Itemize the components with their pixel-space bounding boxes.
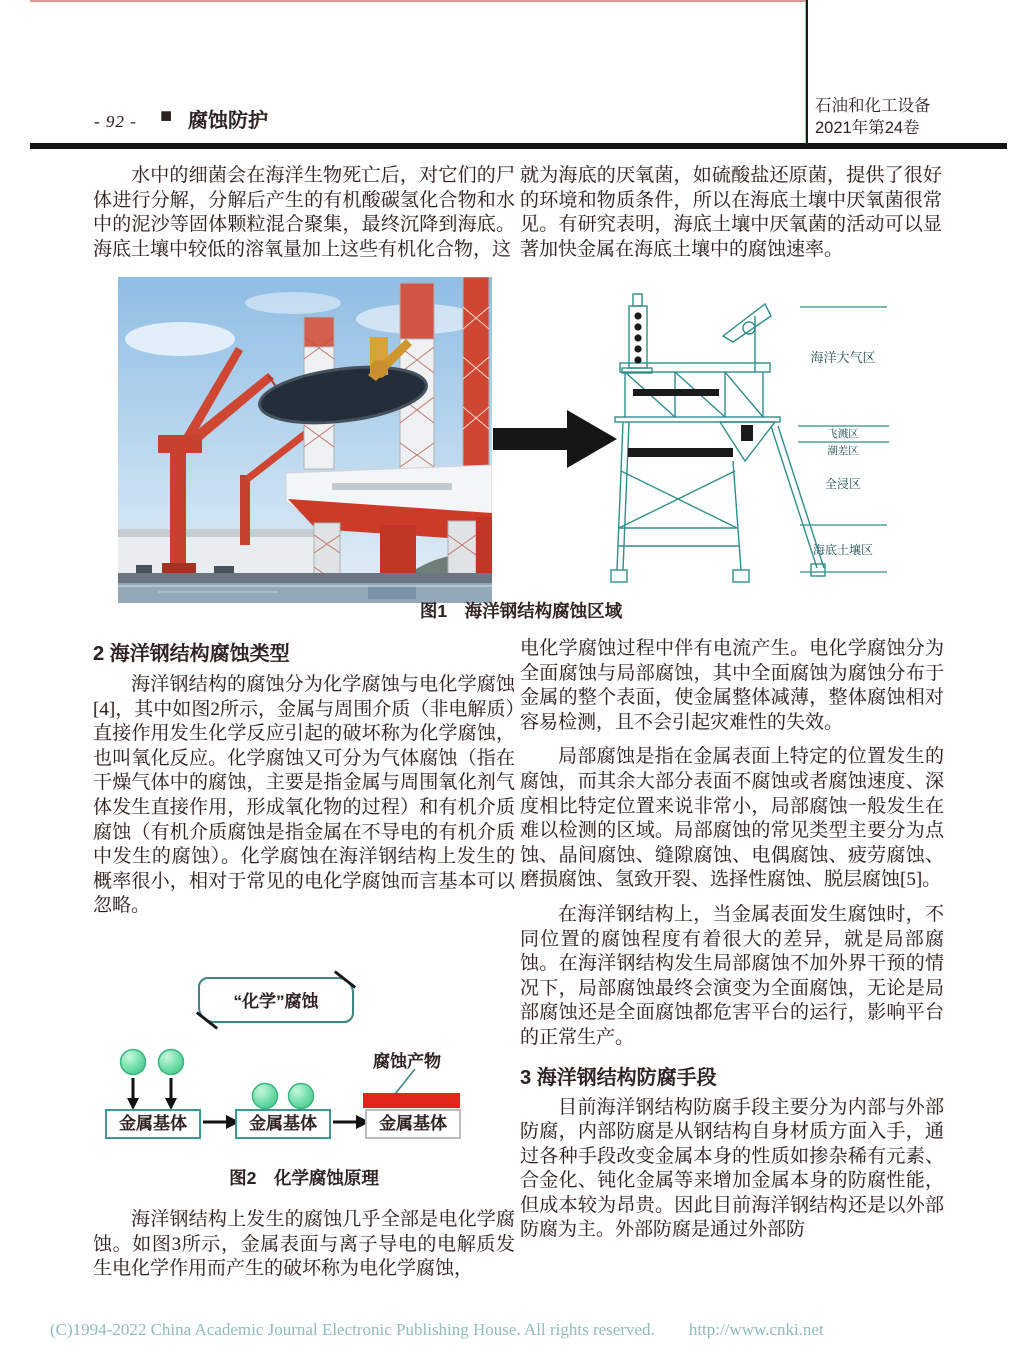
paragraph: 局部腐蚀是指在金属表面上特定的位置发生的腐蚀，而其余大部分表面不腐蚀或者腐蚀速度、深度相比特定位置来说非常小，局部腐蚀一般发生在难以检测的区域。局部腐蚀的常见类型主要分为点蚀、晶间腐蚀、缝隙腐蚀、电偶腐蚀、疲劳腐蚀、磨损腐蚀、氢致开裂、选择性腐蚀、脱层腐蚀[5]。: [520, 746, 944, 891]
paragraph: 海洋钢结构上发生的腐蚀几乎全部是电化学腐蚀。如图3所示，金属表面与离子导电的电解质发生电化学作用而产生的破坏称为电化学腐蚀，: [93, 1208, 515, 1280]
journal-name: 石油和化工设备: [815, 97, 931, 115]
paragraph: 目前海洋钢结构防腐手段主要分为内部与外部防腐，内部防腐是从钢结构自身材质方面入手，通过各种手段改变金属本身的性质如掺杂稀有元素、合金化、钝化金属等来增加金属本身的防腐性能，但成本较为昂贵。因此目前海洋钢结构还是以外部防腐为主。外部防腐是通过外部防: [520, 1096, 944, 1241]
left-column-bottom: [93, 637, 515, 1292]
right-column-bottom: [520, 637, 944, 1253]
running-head-section-title: 腐蚀防护: [188, 110, 268, 132]
zone-label-immersion: 全浸区: [824, 477, 862, 491]
journal-info: [815, 95, 931, 139]
zone-label-seabed-soil: 海底土壤区: [812, 543, 874, 557]
paragraph: 海洋钢结构的腐蚀分为化学腐蚀与电化学腐蚀[4]，其中如图2所示，金属与周围介质（非电解质）直接作用发生化学反应引起的破坏称为化学腐蚀，也叫氧化反应。化学腐蚀又可分为气体腐蚀（指在干燥气体中的腐蚀，主要是指金属与周围氧化剂气体发生直接作用，形成氧化物的过程）和有机介质腐蚀（有机介质腐蚀是指金属在不导电的有机介质中发生的腐蚀）。化学腐蚀在海洋钢结构上发生的概率很小，相对于常见的电化学腐蚀而言基本可以忽略。: [93, 674, 515, 917]
figure-2-caption: 图2 化学腐蚀原理: [229, 1167, 379, 1188]
corrosion-product-label: 腐蚀产物: [373, 1051, 441, 1071]
section-3-heading: 3 海洋钢结构防腐手段: [520, 1066, 717, 1089]
cnki-url: http://www.cnki.net: [688, 1320, 824, 1339]
section-marker-square: ■: [160, 105, 173, 127]
header-rule: [30, 143, 1007, 149]
metal-substrate-box-1: 金属基体: [105, 1109, 201, 1139]
right-column-top: [520, 164, 942, 272]
paragraph: 就为海底的厌氧菌，如硫酸盐还原菌，提供了很好的环境和物质条件，所以在海底土壤中厌氧菌很常见。有研究表明，海底土壤中厌氧菌的活动可以显著加快金属在海底土壤中的腐蚀速率。: [520, 165, 942, 260]
header-vertical-divider: [806, 0, 808, 145]
zone-label-tidal: 潮差区: [827, 445, 859, 457]
oil-platform-photo: [118, 277, 492, 603]
figure-2: [93, 959, 513, 1159]
chemical-corrosion-callout: [198, 977, 354, 1023]
top-edge-line: [30, 0, 806, 2]
paragraph: 在海洋钢结构上，当金属表面发生腐蚀时，不同位置的腐蚀程度有着很大的差异，就是局部腐蚀。在海洋钢结构发生局部腐蚀不加外界干预的情况下，局部腐蚀最终会演变为全面腐蚀，无论是局部腐蚀还是全面腐蚀都危害平台的运行，影响平台的正常生产。: [520, 903, 944, 1048]
zone-label-atmosphere: 海洋大气区: [810, 350, 876, 365]
section-2-heading: 2 海洋钢结构腐蚀类型: [93, 643, 290, 665]
paragraph: 电化学腐蚀过程中伴有电流产生。电化学腐蚀分为全面腐蚀与局部腐蚀，其中全面腐蚀为腐蚀分布于金属的整个表面，使金属整体减薄，整体腐蚀相对容易检测，且不会引起灾难性的失效。: [520, 638, 944, 733]
callout-label: “化学”腐蚀: [233, 992, 319, 1012]
paragraph: 水中的细菌会在海洋生物死亡后，对它们的尸体进行分解，分解后产生的有机酸碳氢化合物和水中的泥沙等固体颗粒混合聚集，最终沉降到海底。海底土壤中较低的溶氧量加上这些有机化合物，这: [93, 165, 515, 260]
page-number: - 92 -: [94, 112, 137, 131]
left-column-top: [93, 164, 515, 272]
figure-1: [93, 276, 949, 628]
copyright-text: (C)1994-2022 China Academic Journal Electronic Publishing House. All rights reserved.: [50, 1320, 655, 1339]
corrosion-zones-diagram: [605, 276, 950, 606]
photo-to-diagram-arrow-icon: [493, 406, 619, 472]
zone-label-splash: 飞溅区: [827, 428, 859, 440]
footer-copyright: [50, 1320, 824, 1340]
figure-1-caption: 图1 海洋钢结构腐蚀区域: [419, 601, 623, 621]
metal-substrate-box-2: 金属基体: [235, 1109, 331, 1139]
journal-volume: 2021年第24卷: [815, 119, 920, 137]
metal-substrate-box-3: 金属基体: [365, 1109, 461, 1139]
